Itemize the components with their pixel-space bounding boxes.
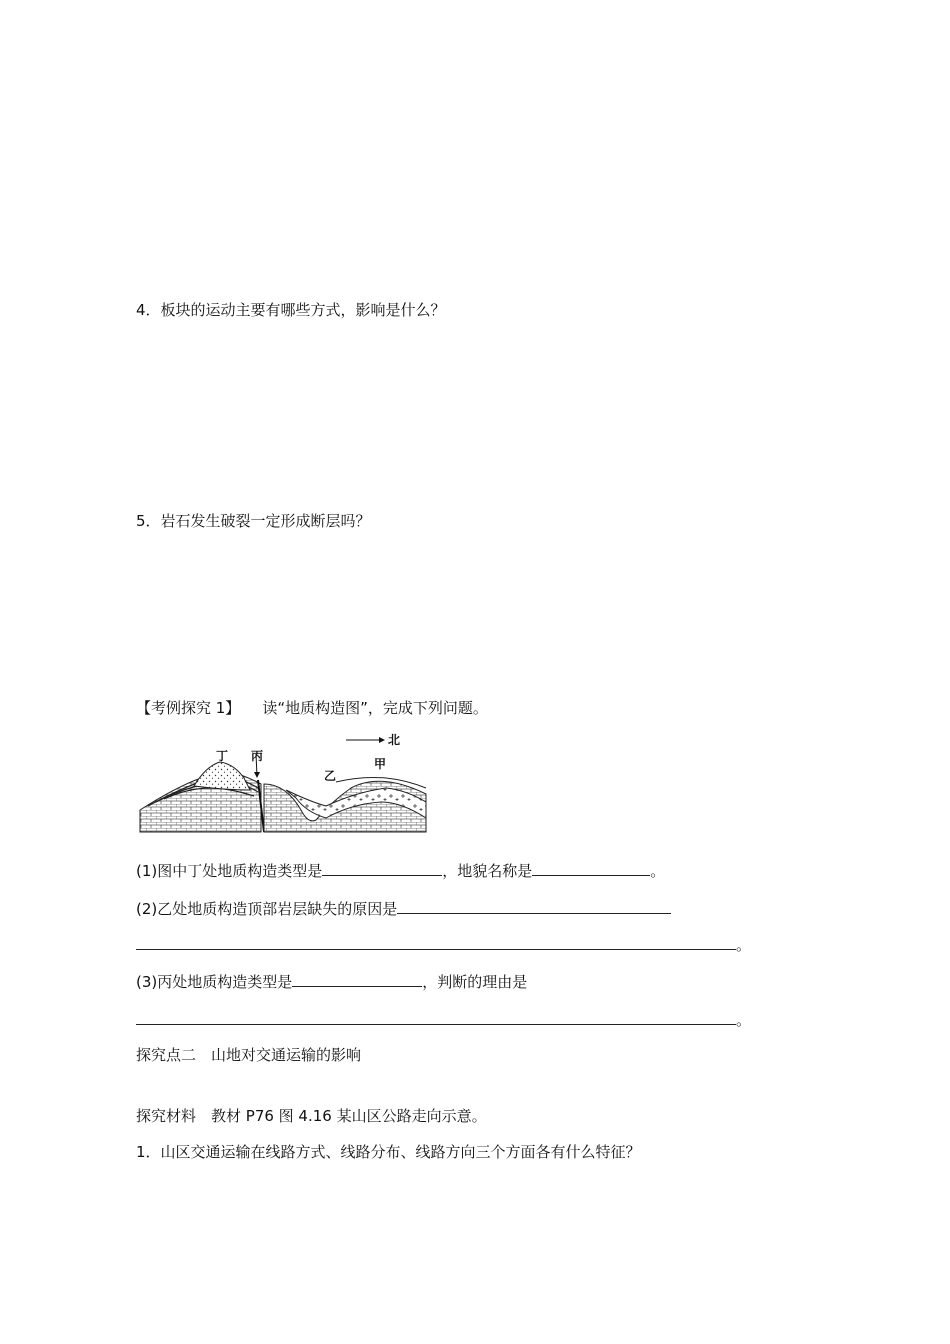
subquestion-2-continued: 。 [136,934,751,955]
label-bing: 丙 [251,749,264,763]
answer-blank[interactable] [136,1009,736,1025]
label-yi: 乙 [324,769,337,783]
question-4: 4．板块的运动主要有哪些方式，影响是什么？ [136,301,446,319]
answer-blank[interactable] [397,898,671,914]
example-heading: 【考例探究 1】 [136,699,241,717]
answer-blank[interactable] [322,860,442,876]
label-ding: 丁 [216,749,229,763]
subquestion-1: (1)图中丁处地质构造类型是 ，地貌名称是 。 [136,862,666,880]
label-jia: 甲 [374,757,387,771]
section-2-material: 探究材料 教材 P76 图 4.16 某山区公路走向示意。 [136,1107,487,1125]
answer-blank[interactable] [136,934,736,950]
question-5: 5．岩石发生破裂一定形成断层吗？ [136,512,371,530]
subquestion-2: (2)乙处地质构造顶部岩层缺失的原因是 [136,898,671,919]
north-label: 北 [388,733,401,747]
mountain-cap [194,762,250,790]
subquestion-3: (3)丙处地质构造类型是 ，判断的理由是 [136,973,528,991]
geologic-structure-diagram [136,732,436,842]
section-2-title: 探究点二 山地对交通运输的影响 [136,1046,362,1064]
answer-blank[interactable] [532,860,650,876]
section-2-question-1: 1．山区交通运输在线路方式、线路分布、线路方向三个方面各有什么特征？ [136,1143,641,1161]
example-heading-line [136,698,488,718]
example-prompt: 读“地质构造图”，完成下列问题。 [262,699,488,717]
answer-blank[interactable] [292,971,422,987]
subquestion-3-continued: 。 [136,1009,751,1030]
